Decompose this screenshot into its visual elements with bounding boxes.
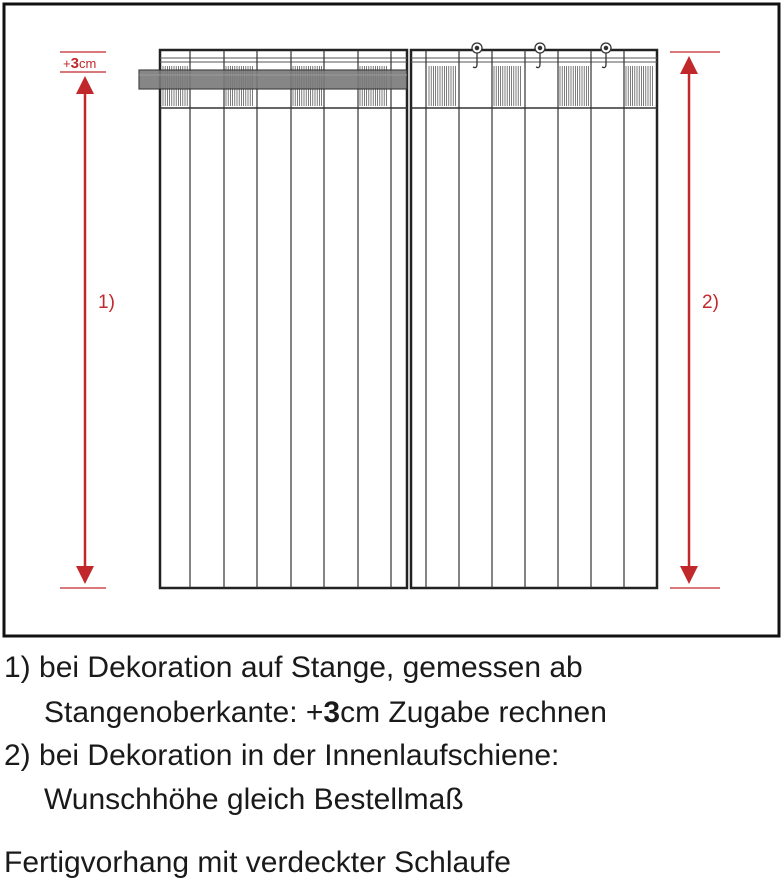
note-1-line2-post: cm Zugabe rechnen: [340, 696, 607, 729]
allowance-unit: cm: [78, 56, 97, 71]
curtain-panel-left: [160, 50, 407, 588]
note-2-number: 2): [4, 739, 31, 772]
note-1-text: bei Dekoration auf Stange, gemessen ab: [39, 651, 583, 684]
note-1-line2-sign: +: [305, 696, 324, 729]
footer-caption: Fertigvorhang mit verdeckter Schlaufe: [4, 846, 511, 879]
allowance-value: 3: [70, 55, 79, 72]
allowance-sign: +: [63, 56, 71, 71]
curtain-panel-right: [411, 50, 657, 588]
note-1-line2-value: 3: [323, 696, 341, 729]
note-2-text: bei Dekoration in der Innenlaufschiene:: [39, 739, 560, 772]
curtain-rod: [139, 70, 407, 89]
note-1-line2: [44, 695, 607, 731]
note-2-line2: Wunschhöhe gleich Bestellmaß: [44, 783, 464, 816]
label-right: 2): [702, 292, 719, 313]
note-1-number: 1): [4, 651, 31, 684]
note-2-line1: [4, 738, 559, 774]
note-2-line2: [44, 782, 464, 818]
note-1-line2-pre: Stangenoberkante:: [44, 696, 306, 729]
label-left: 1): [98, 292, 115, 313]
note-1-line1: [4, 650, 583, 686]
svg-text:+3cm: [63, 55, 96, 72]
